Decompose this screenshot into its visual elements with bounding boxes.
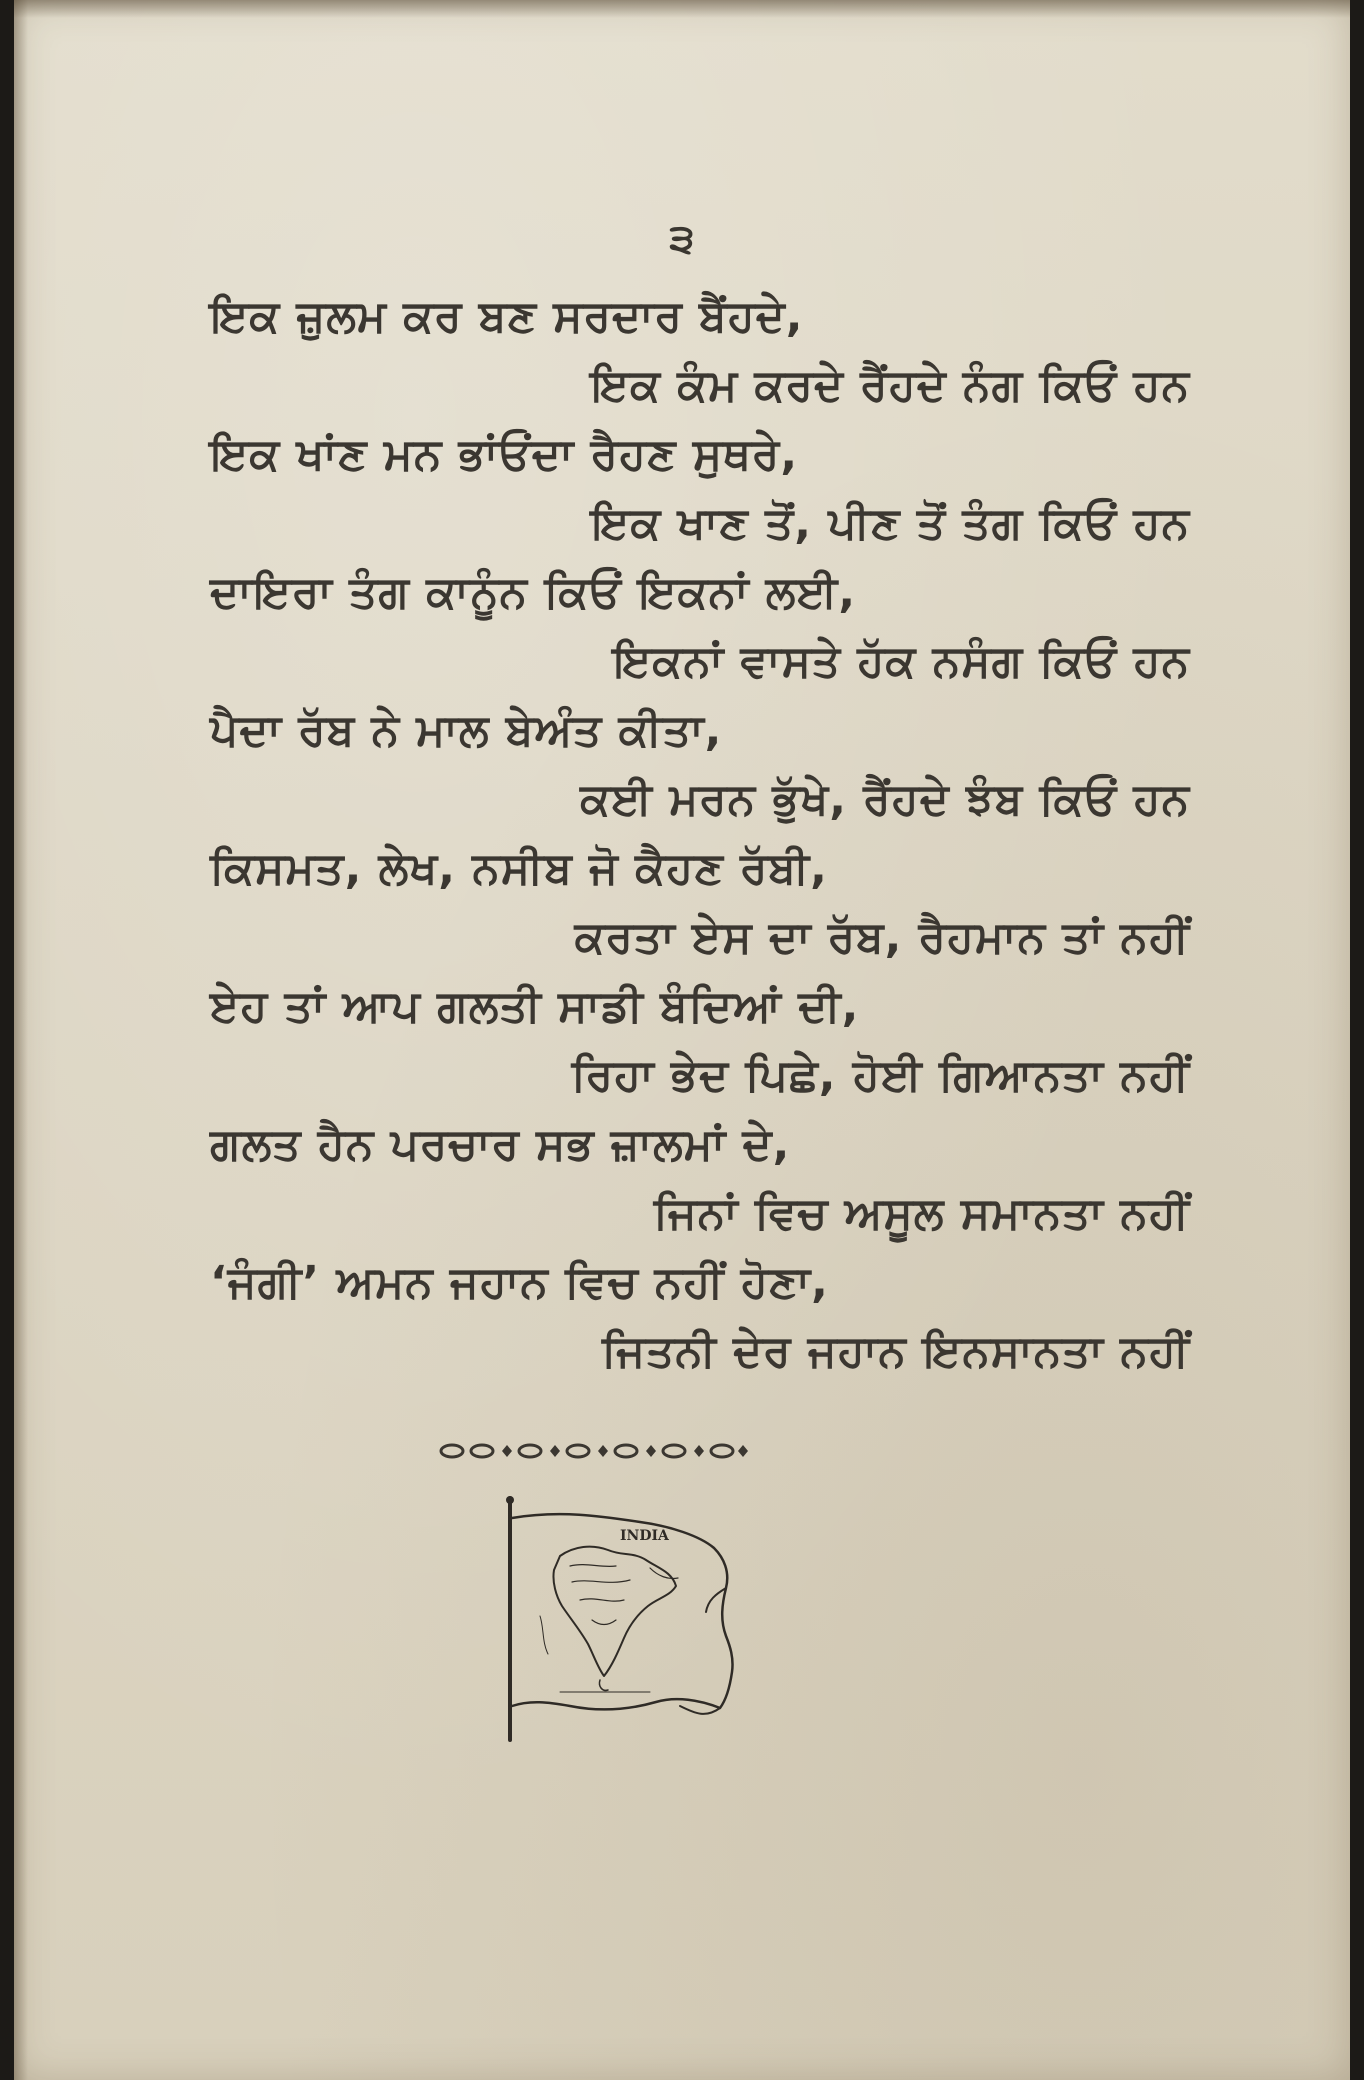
verse-line: ਇਕ ਕੰਮ ਕਰਦੇ ਰੈਂਹਦੇ ਨੰਗ ਕਿਓਂ ਹਨ — [590, 360, 1190, 411]
verse-line: ਜਿਤਨੀ ਦੇਰ ਜਹਾਨ ਇਨਸਾਨਤਾ ਨਹੀਂ — [602, 1326, 1190, 1377]
verse-line: ਏਹ ਤਾਂ ਆਪ ਗਲਤੀ ਸਾਡੀ ਬੰਦਿਆਂ ਦੀ, — [210, 981, 860, 1032]
book-page — [14, 0, 1350, 2080]
verse-line: ਕਰਤਾ ਏਸ ਦਾ ਰੱਬ, ਰੈਹਮਾਨ ਤਾਂ ਨਹੀਂ — [574, 912, 1190, 963]
page-number: ੩ — [669, 216, 695, 262]
india-map-flag-icon — [500, 1496, 750, 1742]
verse-line: ਗਲਤ ਹੈਨ ਪਰਚਾਰ ਸਭ ਜ਼ਾਲਮਾਂ ਦੇ, — [210, 1119, 791, 1170]
poem-stanza — [210, 282, 1190, 1386]
verse-line: ਇਕ ਖਾਂਣ ਮਨ ਭਾਂਓਂਦਾ ਰੈਹਣ ਸੁਥਰੇ, — [210, 429, 799, 480]
verse-line: ਇਕ ਜ਼ੁਲਮ ਕਰ ਬਣ ਸਰਦਾਰ ਬੈਂਹਦੇ, — [210, 291, 804, 342]
verse-line: ਕਈ ਮਰਨ ਭੁੱਖੇ, ਰੈਂਹਦੇ ਝੰਬ ਕਿਓਂ ਹਨ — [580, 774, 1190, 825]
verse-line: ‘ਜੰਗੀ’ ਅਮਨ ਜਹਾਨ ਵਿਚ ਨਹੀਂ ਹੋਣਾ, — [210, 1257, 829, 1308]
verse-line: ਜਿਨਾਂ ਵਿਚ ਅਸੂਲ ਸਮਾਨਤਾ ਨਹੀਂ — [653, 1188, 1190, 1239]
verse-line: ਰਿਹਾ ਭੇਦ ਪਿਛੇ, ਹੋਈ ਗਿਆਨਤਾ ਨਹੀਂ — [571, 1050, 1190, 1101]
divider-ornament-icon — [438, 1436, 754, 1466]
verse-line: ਦਾਇਰਾ ਤੰਗ ਕਾਨੂੰਨ ਕਿਓਂ ਇਕਨਾਂ ਲਈ, — [210, 567, 857, 618]
verse-line: ਪੈਦਾ ਰੱਬ ਨੇ ਮਾਲ ਬੇਅੰਤ ਕੀਤਾ, — [210, 705, 723, 756]
verse-line: ਕਿਸਮਤ, ਲੇਖ, ਨਸੀਬ ਜੋ ਕੈਹਣ ਰੱਬੀ, — [210, 843, 828, 894]
verse-line: ਇਕ ਖਾਣ ਤੋਂ, ਪੀਣ ਤੋਂ ਤੰਗ ਕਿਓਂ ਹਨ — [591, 498, 1190, 549]
flag-label: INDIA — [620, 1528, 669, 1544]
page-left-edge — [14, 0, 28, 2080]
page-top-edge — [14, 0, 1350, 18]
verse-line: ਇਕਨਾਂ ਵਾਸਤੇ ਹੱਕ ਨਸੰਗ ਕਿਓਂ ਹਨ — [612, 636, 1190, 687]
